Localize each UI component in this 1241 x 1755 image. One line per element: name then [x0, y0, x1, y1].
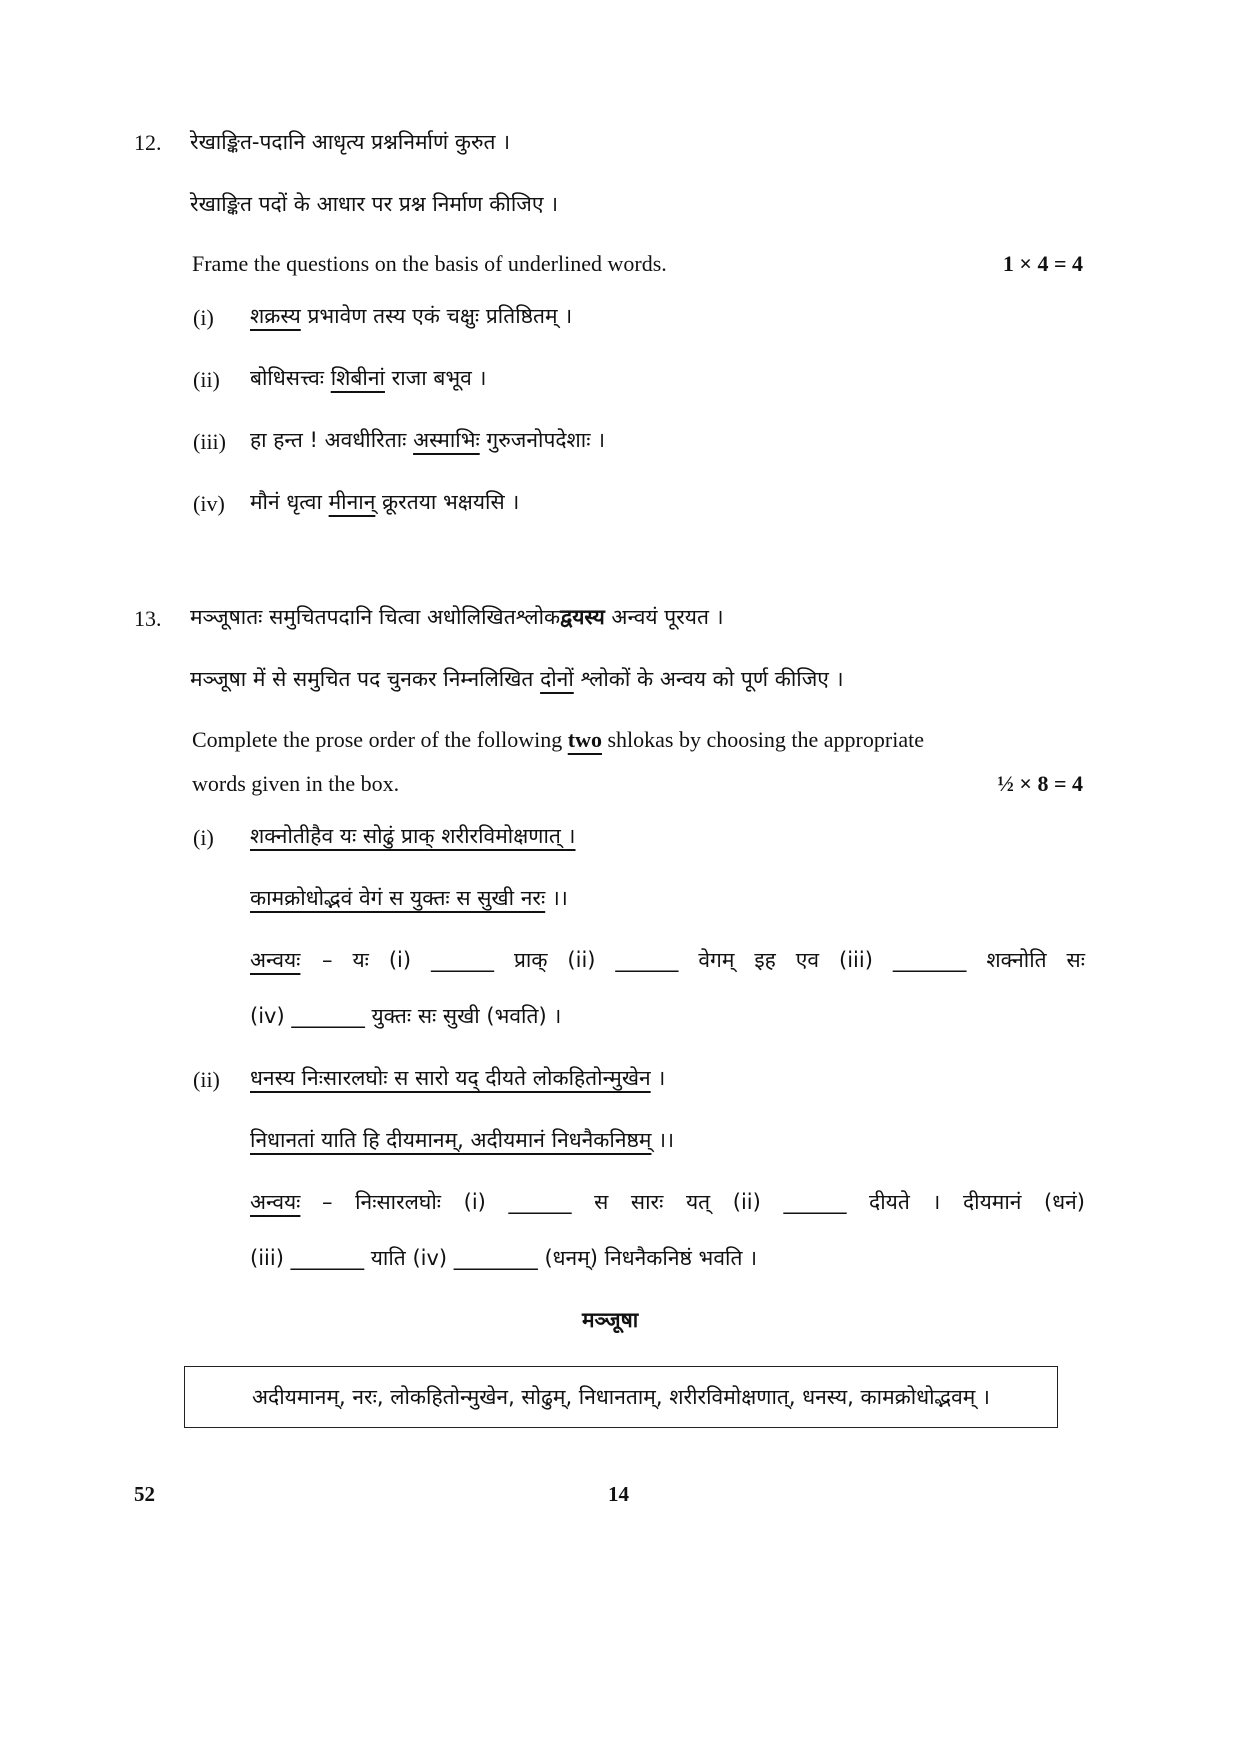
shloka1-line1: शक्नोतीहैव यः सोढुं प्राक् शरीरविमोक्षणात् ।: [250, 824, 576, 848]
item-text: [250, 426, 605, 454]
q13-marks: ½ × 8 = 4: [997, 771, 1083, 796]
instruction-pre: मञ्जूषातः समुचितपदानि चित्वा अधोलिखितश्लोक: [190, 605, 561, 629]
shloka1-line2: [250, 884, 568, 912]
instruction-pre: Complete the prose order of the following: [192, 727, 568, 752]
shloka2-anvaya-line2: (iii) _______ याति (iv) ________ (धनम्) निधनैकनिष्ठं भवति ।: [250, 1246, 758, 1270]
instruction-pre: मञ्जूषा में से समुचित पद चुनकर निम्नलिखित: [190, 667, 541, 691]
item-text-pre: हा हन्त ! अवधीरिताः: [250, 428, 414, 452]
shloka-line-text: निधानतां याति हि दीयमानम्, अदीयमानं निधनैकनिष्ठम्: [250, 1128, 652, 1152]
q13-english-instruction-line2: words given in the box.: [192, 771, 400, 796]
shloka-line-end: ।: [650, 1066, 666, 1090]
item-label: (iii): [193, 429, 226, 454]
q12-number: 12.: [134, 130, 162, 155]
shloka2-anvaya-line1: – निःसारलघोः (i) ______ स सारः यत् (ii) ______ दीयते । दीयमानं (धनं): [322, 1190, 1085, 1214]
shloka1-label: (i): [193, 825, 214, 850]
item-text-post: प्रभावेण तस्य एकं चक्षुः प्रतिष्ठितम् ।: [300, 304, 573, 328]
q13-number: 13.: [134, 606, 162, 631]
shloka2-anvaya-label: अन्वयः: [250, 1190, 301, 1214]
underlined-word: शक्रस्य: [250, 304, 301, 328]
question-paper-code: 52: [134, 1482, 155, 1506]
item-label: (i): [193, 305, 214, 330]
page-number: 14: [608, 1482, 629, 1506]
instruction-bold: two: [567, 727, 602, 752]
word-box-title: मञ्जूषा: [582, 1308, 639, 1332]
q13-english-instruction-line1: [192, 727, 924, 753]
q12-marks: 1 × 4 = 4: [1002, 251, 1083, 276]
item-label: (ii): [193, 367, 220, 392]
shloka1-anvaya-line1: – यः (i) ______ प्राक् (ii) ______ वेगम् इह एव (iii) _______ शक्नोति सः: [322, 948, 1085, 972]
shloka-line-end: ।।: [651, 1128, 675, 1152]
instruction-underlined: दोनों: [540, 667, 574, 691]
instruction-post: श्लोकों के अन्वय को पूर्ण कीजिए ।: [573, 667, 844, 691]
shloka2-line2: [250, 1126, 674, 1154]
instruction-post: अन्वयं पूरयत ।: [604, 605, 724, 629]
shloka-line-text: कामक्रोधोद्भवं वेगं स युक्तः स सुखी नरः: [250, 886, 546, 910]
q12-sanskrit-instruction: रेखाङ्कित-पदानि आधृत्य प्रश्ननिर्माणं कुरुत ।: [190, 130, 511, 154]
item-text: [250, 302, 572, 330]
instruction-bold: द्वयस्य: [560, 605, 605, 629]
item-text-pre: मौनं धृत्वा: [250, 490, 329, 514]
underlined-word: अस्माभिः: [413, 428, 480, 452]
word-box-words: अदीयमानम्, नरः, लोकहितोन्मुखेन, सोढुम्, निधानताम्, शरीरविमोक्षणात्, धनस्य, कामक्रोधोद्भवम् ।: [252, 1385, 990, 1409]
item-label: (iv): [193, 491, 225, 516]
item-text-post: गुरुजनोपदेशाः ।: [479, 428, 606, 452]
shloka2-label: (ii): [193, 1067, 220, 1092]
shloka2-line1: [250, 1064, 665, 1092]
shloka-line-end: ।।: [545, 886, 568, 910]
item-text: [250, 364, 486, 392]
item-text-post: राजा बभूव ।: [384, 366, 487, 390]
q12-english-instruction: Frame the questions on the basis of underlined words.: [192, 251, 667, 276]
shloka1-anvaya-line2: (iv) _______ युक्तः सः सुखी (भवति) ।: [250, 1004, 562, 1028]
item-text-pre: बोधिसत्त्वः: [250, 366, 331, 390]
shloka-line-text: धनस्य निःसारलघोः स सारो यद् दीयते लोकहितोन्मुखेन: [250, 1066, 651, 1090]
item-text-post: क्रूरतया भक्षयसि ।: [375, 490, 520, 514]
q13-sanskrit-instruction: [190, 603, 724, 631]
underlined-word: शिबीनां: [330, 366, 385, 390]
instruction-post: shlokas by choosing the appropriate: [601, 727, 924, 752]
item-text: [250, 488, 519, 516]
shloka1-anvaya-label: अन्वयः: [250, 948, 301, 972]
word-box: [184, 1366, 1058, 1428]
q13-hindi-instruction: [190, 665, 844, 693]
q12-hindi-instruction: रेखाङ्कित पदों के आधार पर प्रश्न निर्माण कीजिए ।: [190, 192, 559, 216]
underlined-word: मीनान्: [328, 490, 376, 514]
